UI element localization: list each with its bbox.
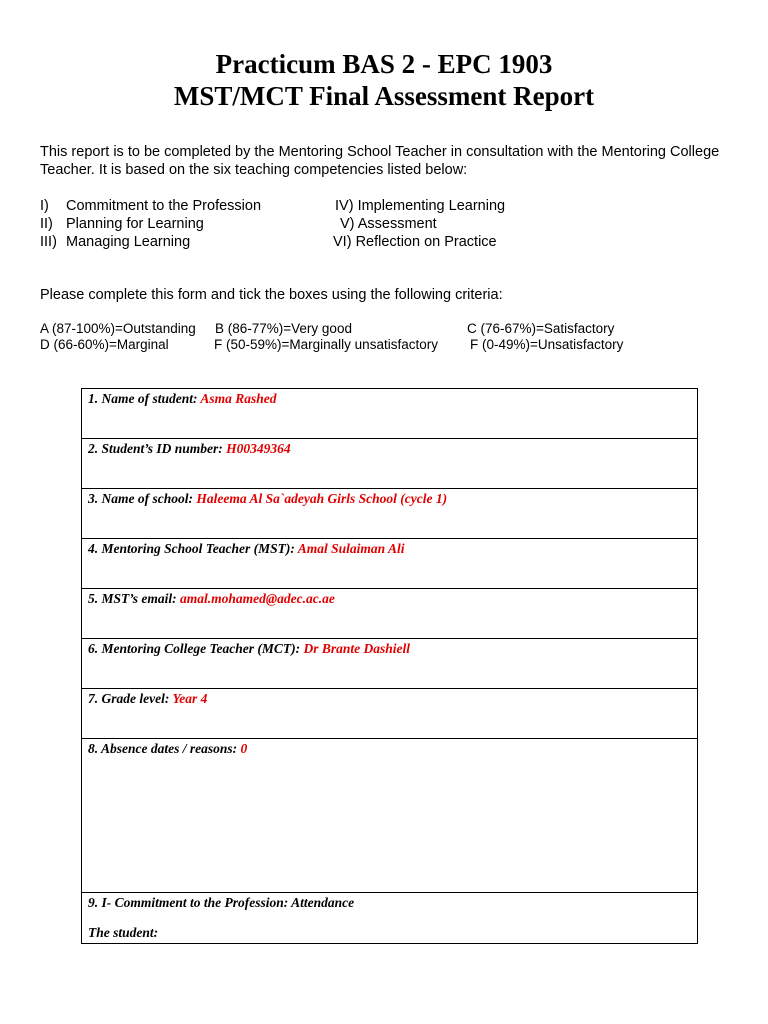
- field-label: 8. Absence dates / reasons:: [88, 741, 241, 756]
- competency-number: IV): [335, 198, 354, 214]
- report-title-line2: MST/MCT Final Assessment Report: [173, 81, 595, 111]
- criteria-d: D (66-60%)=Marginal: [40, 337, 169, 352]
- field-value: Dr Brante Dashiell: [303, 641, 411, 656]
- competency-number: VI): [333, 234, 352, 250]
- field-label: 7. Grade level:: [88, 691, 173, 706]
- field-value: H00349364: [226, 441, 291, 456]
- competency-label: Managing Learning: [66, 234, 191, 250]
- competency-label: Commitment to the Profession: [66, 198, 262, 214]
- form-row-student-id: [82, 439, 698, 489]
- competency-2: [40, 215, 204, 233]
- form-row-mst: [82, 539, 698, 589]
- competency-label: Reflection on Practice: [355, 234, 497, 250]
- form-cell[interactable]: [82, 739, 698, 893]
- assessment-form-table: [81, 388, 698, 944]
- competency-number: III): [40, 234, 57, 250]
- field-value: Year 4: [172, 691, 208, 706]
- field-value: Asma Rashed: [200, 391, 277, 406]
- competency-5: [340, 215, 437, 233]
- competency-1: [40, 197, 261, 215]
- field-sublabel: The student:: [88, 925, 159, 940]
- form-cell[interactable]: [82, 489, 698, 539]
- competency-number: I): [40, 198, 49, 214]
- criteria-f-unsatisfactory: F (0-49%)=Unsatisfactory: [470, 337, 624, 352]
- criteria-c: C (76-67%)=Satisfactory: [467, 321, 615, 336]
- form-row-student-name: [82, 389, 698, 439]
- field-label: 4. Mentoring School Teacher (MST):: [88, 541, 298, 556]
- form-cell[interactable]: [82, 589, 698, 639]
- form-row-mct: [82, 639, 698, 689]
- field-label: 1. Name of student:: [88, 391, 201, 406]
- form-row-commitment: [82, 893, 698, 944]
- form-row-absence: [82, 739, 698, 893]
- competency-label: Assessment: [357, 216, 437, 232]
- instructions-text: Please complete this form and tick the boxes using the following criteria:: [40, 287, 503, 303]
- form-cell[interactable]: [82, 689, 698, 739]
- form-cell[interactable]: [82, 539, 698, 589]
- field-value: 0: [240, 741, 248, 756]
- form-row-school-name: [82, 489, 698, 539]
- form-cell[interactable]: [82, 639, 698, 689]
- form-row-mst-email: [82, 589, 698, 639]
- field-label: 3. Name of school:: [88, 491, 197, 506]
- competency-number: V): [340, 216, 355, 232]
- field-value: Haleema Al Sa`adeyah Girls School (cycle 1): [196, 491, 448, 506]
- report-title-line1: Practicum BAS 2 - EPC 1903: [215, 49, 553, 79]
- intro-paragraph: This report is to be completed by the Mentoring School Teacher in consultation with the Mentoring College Teacher. It is based on the six teaching competencies listed below:: [40, 144, 720, 178]
- competency-6: [333, 233, 497, 251]
- field-value: Amal Sulaiman Ali: [297, 541, 405, 556]
- form-cell[interactable]: [82, 439, 698, 489]
- competency-3: [40, 233, 190, 251]
- criteria-a: A (87-100%)=Outstanding: [40, 321, 196, 336]
- form-cell[interactable]: [82, 893, 698, 944]
- field-value: amal.mohamed@adec.ac.ae: [180, 591, 335, 606]
- field-label: 9. I- Commitment to the Profession: Attendance: [88, 895, 355, 910]
- field-label: 2. Student’s ID number:: [88, 441, 227, 456]
- form-cell[interactable]: [82, 389, 698, 439]
- competency-label: Implementing Learning: [357, 198, 506, 214]
- competency-4: [335, 197, 505, 215]
- criteria-f-marginal: F (50-59%)=Marginally unsatisfactory: [214, 337, 438, 352]
- field-label: 5. MST’s email:: [88, 591, 180, 606]
- form-row-grade-level: [82, 689, 698, 739]
- competency-number: II): [40, 216, 53, 232]
- field-label: 6. Mentoring College Teacher (MCT):: [88, 641, 304, 656]
- criteria-b: B (86-77%)=Very good: [215, 321, 352, 336]
- competency-label: Planning for Learning: [66, 216, 204, 232]
